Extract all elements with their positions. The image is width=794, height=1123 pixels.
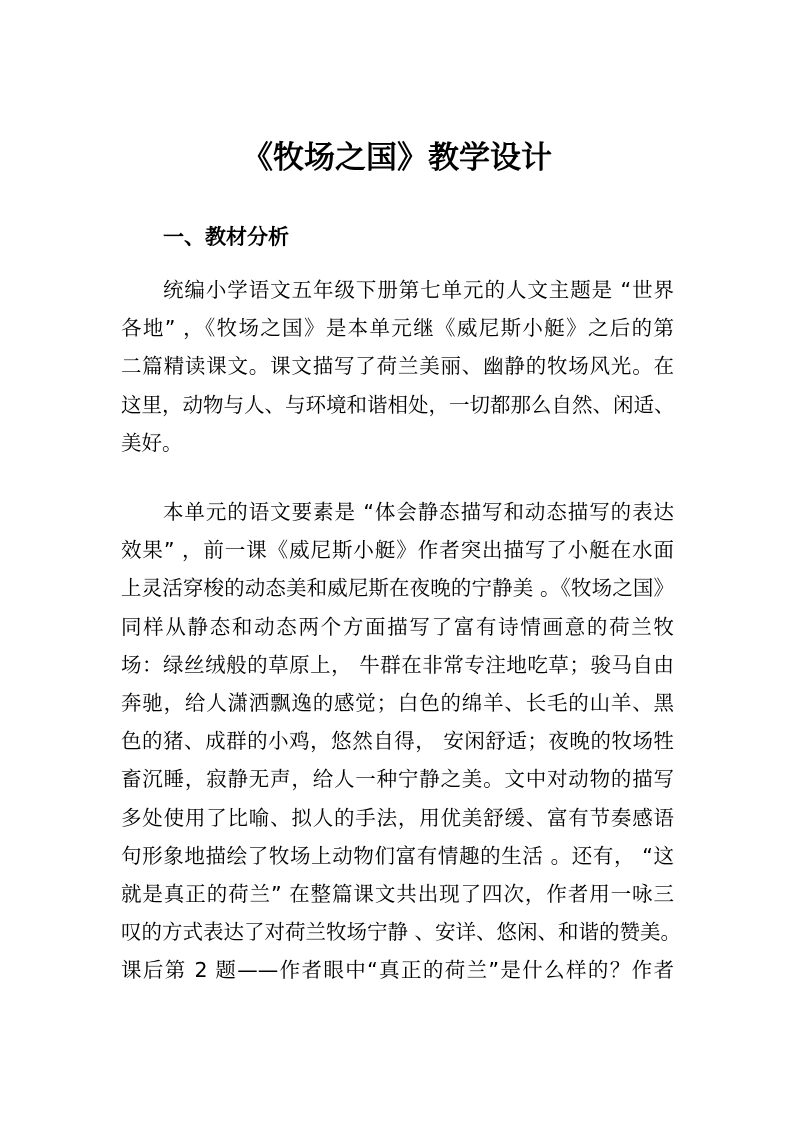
- document-title: 《牧场之国》教学设计: [242, 140, 552, 176]
- paragraph-line: 句形象地描绘了牧场上动物们富有情趣的生活 。还有， “这: [121, 843, 674, 868]
- paragraph-line: 场：绿丝绒般的草原上， 牛群在非常专注地吃草；骏马自由: [121, 652, 674, 677]
- paragraph-line: 上灵活穿梭的动态美和威尼斯在夜晚的宁静美 。《牧场之国》: [121, 576, 674, 601]
- paragraph-line: 色的猪、成群的小鸡，悠然自得， 安闲舒适；夜晚的牧场牲: [121, 729, 674, 754]
- paragraph-line: 统编小学语文五年级下册第七单元的人文主题是 “世界: [163, 278, 674, 302]
- paragraph-line: 就是真正的荷兰” 在整篇课文共出现了四次，作者用一咏三: [121, 881, 674, 906]
- paragraph-2: [121, 493, 682, 989]
- paragraph-line: 课后第 2 题——作者眼中“真正的荷兰”是什么样的？作者: [121, 958, 674, 983]
- paragraph-line: 奔驰，给人潇洒飘逸的感觉；白色的绵羊、长毛的山羊、黑: [121, 690, 674, 715]
- paragraph-line: 二篇精读课文。课文描写了荷兰美丽、幽静的牧场风光。在: [121, 354, 674, 379]
- paragraph-line: 同样从静态和动态两个方面描写了富有诗情画意的荷兰牧: [121, 614, 674, 639]
- paragraph-line: 多处使用了比喻、拟人的手法，用优美舒缓、富有节奏感语: [121, 805, 674, 830]
- paragraph-1: [121, 271, 674, 462]
- paragraph-line: 效果” ，前一课《威尼斯小艇》作者突出描写了小艇在水面: [121, 538, 674, 563]
- paragraph-line: 美好。: [121, 430, 183, 455]
- paragraph-line: 这里，动物与人、与环境和谐相处，一切都那么自然、闲适、: [121, 392, 675, 417]
- paragraph-line: 各地” ，《牧场之国》是本单元继《威尼斯小艇》之后的第: [121, 316, 674, 341]
- paragraph-line: 叹的方式表达了对荷兰牧场宁静 、安详、悠闲、和谐的赞美。: [121, 920, 682, 945]
- paragraph-line: 畜沉睡，寂静无声，给人一种宁静之美。文中对动物的描写: [121, 767, 674, 792]
- section-heading-teaching-material-analysis: 一、教材分析: [163, 225, 289, 249]
- paragraph-line: 本单元的语文要素是 “体会静态描写和动态描写的表达: [163, 500, 674, 524]
